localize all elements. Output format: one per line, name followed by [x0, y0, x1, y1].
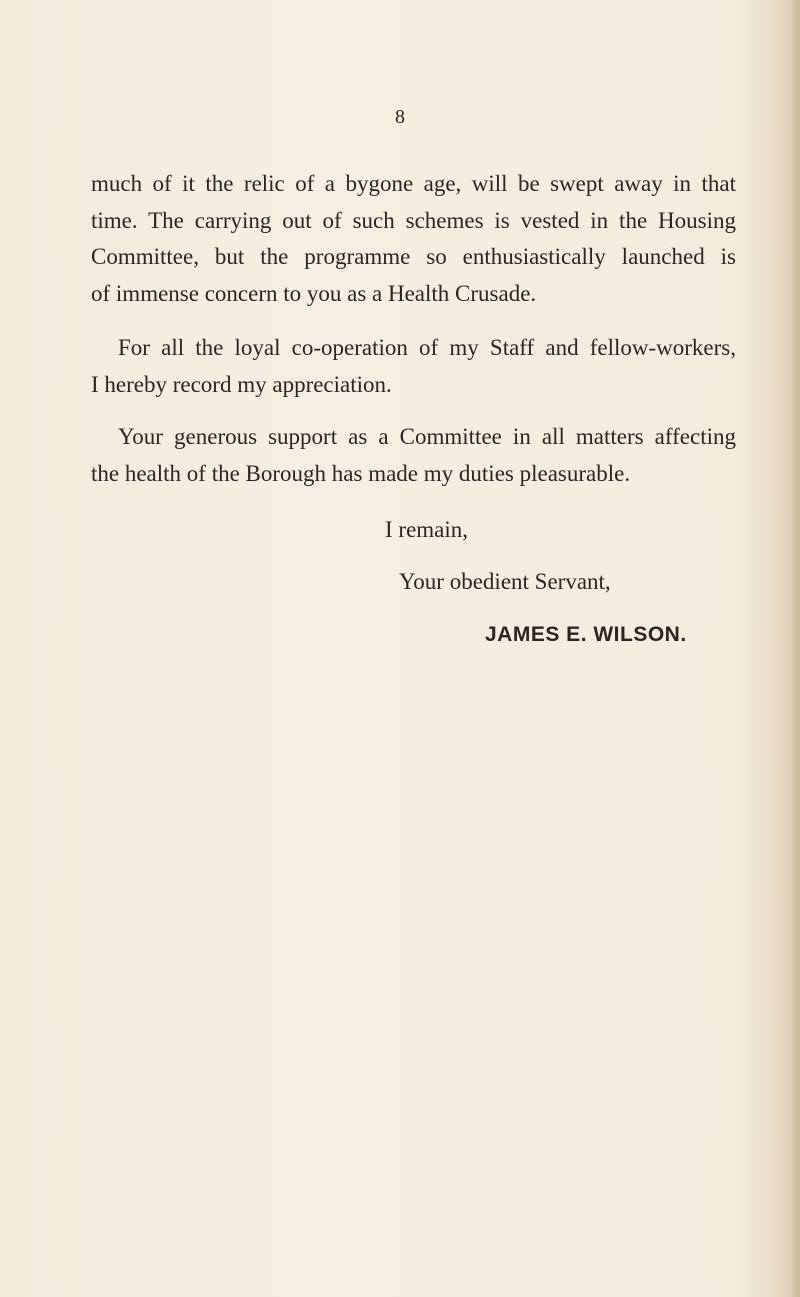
- paragraph-2-line: I hereby record my appreciation.: [91, 371, 392, 397]
- page-number: 8: [395, 106, 405, 128]
- closing-servant: Your obedient Servant,: [399, 569, 611, 594]
- paragraph-3-line: the health of the Borough has made my duties pleasurable.: [91, 460, 631, 486]
- paragraph-3-line: Your generous support as a Committee in all matters affecting: [118, 424, 736, 449]
- paragraph-1: [91, 166, 736, 312]
- paragraph-2: [91, 330, 736, 403]
- paragraph-1-line: Committee, but the programme so enthusiastically launched is: [91, 244, 736, 269]
- page-edge-shadow: [790, 0, 800, 1297]
- signature-name: JAMES E. WILSON.: [485, 623, 687, 646]
- paragraph-1-line: much of it the relic of a bygone age, will be swept away in that: [91, 171, 736, 196]
- paragraph-1-line: time. The carrying out of such schemes is vested in the Housing: [91, 207, 736, 233]
- paragraph-2-line: For all the loyal co-operation of my Staff and fellow-workers,: [118, 335, 736, 360]
- paragraph-3: [91, 419, 736, 492]
- paragraph-1-line: of immense concern to you as a Health Crusade.: [91, 280, 537, 306]
- closing-remain: I remain,: [385, 517, 469, 542]
